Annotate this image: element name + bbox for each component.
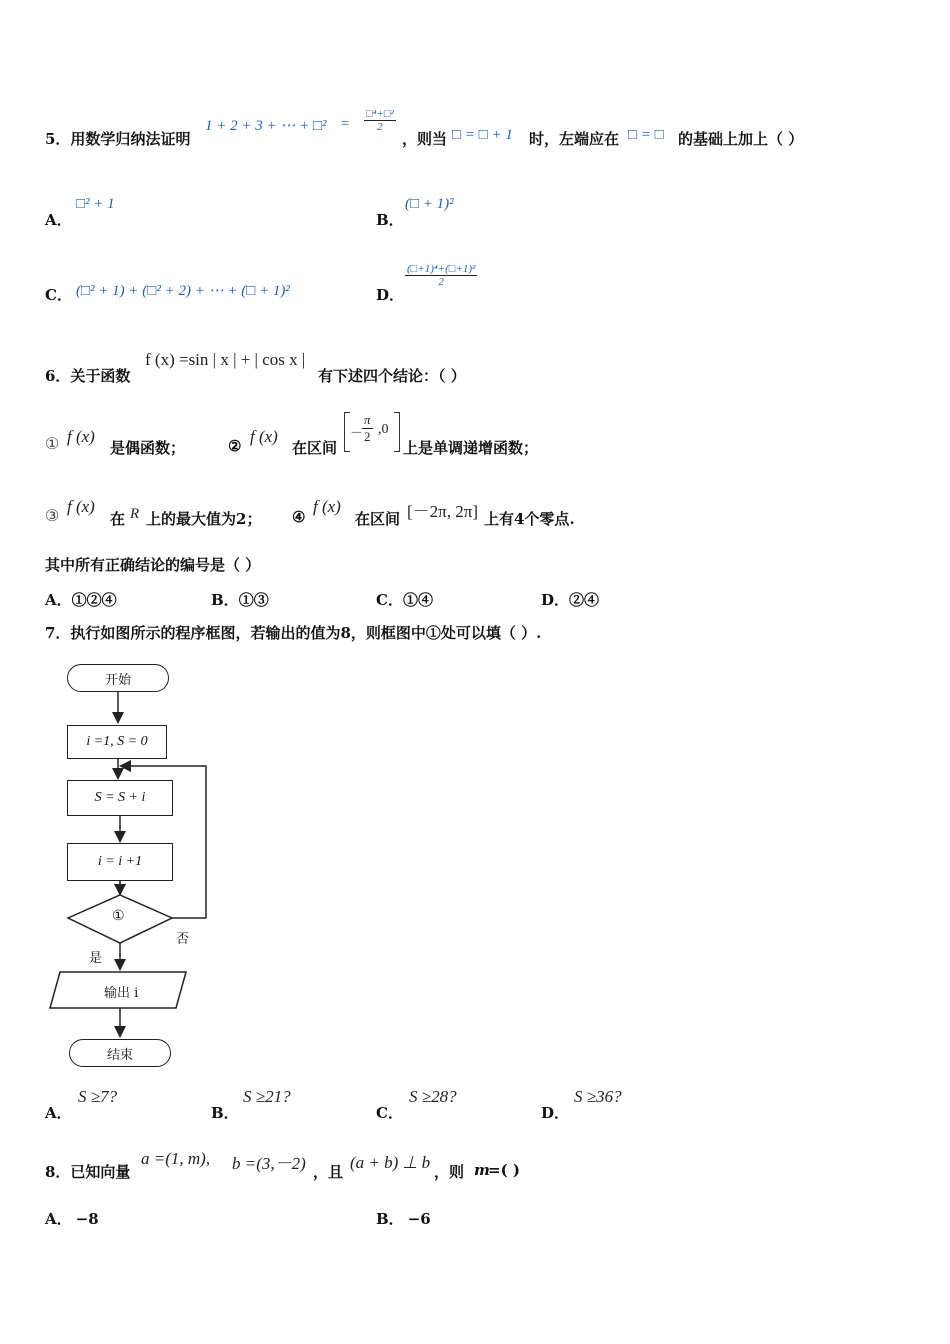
- q6-c3-f: f (x): [67, 497, 95, 516]
- q7-option-a-label: A．: [45, 1104, 72, 1122]
- q8-stem-end: =( ): [488, 1161, 520, 1179]
- q6-option-a-label: A．: [45, 591, 72, 609]
- q8-vec-b: b =(3,－2): [232, 1154, 306, 1173]
- q5-formula-lhs: 1 + 2 + 3 + ⋯ + □²: [205, 118, 327, 134]
- q6-question: 其中所有正确结论的编号是（ ）: [45, 556, 261, 574]
- q6-stem-prefix: 6．关于函数: [45, 367, 131, 385]
- q6-stem-suffix: 有下述四个结论：（ ）: [318, 367, 466, 385]
- q5-option-a-math: □² + 1: [76, 196, 115, 212]
- q6-option-c-label: C．: [376, 591, 403, 609]
- q5-formula-eq: =: [340, 116, 351, 132]
- q6-c3-R: R: [130, 506, 140, 522]
- q8-option-b-label: B．: [376, 1210, 404, 1228]
- q5-option-b-math: (□ + 1)²: [405, 196, 454, 212]
- q8-stem-mid: ，且: [313, 1163, 344, 1181]
- q6-c3-text2: 上的最大值为2；: [146, 510, 262, 528]
- q8-option-a: [45, 1208, 99, 1229]
- q5-option-b-label: B．: [376, 211, 404, 229]
- flow-no-label: 否: [176, 932, 190, 947]
- q6-c2-text2: 上是单调递增函数；: [403, 439, 539, 457]
- q6-option-a-text: ①②④: [71, 591, 117, 609]
- q6-c1-mark: ①: [45, 434, 60, 453]
- q5-stem-prefix: 5．用数学归纳法证明: [45, 130, 191, 148]
- q7-option-d-label: D．: [541, 1104, 570, 1122]
- q5-cond2: □ = □: [628, 127, 664, 143]
- q6-c2-int-num: π: [364, 412, 371, 427]
- q8-option-b-text: −6: [407, 1210, 431, 1228]
- q5-stem-mid2: 时，左端应在: [529, 130, 620, 148]
- q5-option-c-label: C．: [45, 286, 72, 304]
- q5-cond1: □ = □ + 1: [452, 127, 513, 143]
- q6-c4-mark: ④: [292, 508, 306, 526]
- q6-func: f (x) =sin | x | + | cos x |: [145, 350, 306, 369]
- q7-option-a-math: S ≥7?: [78, 1087, 118, 1106]
- q8-option-a-text: −8: [75, 1210, 99, 1228]
- q6-option-b-label: B．: [211, 591, 239, 609]
- q5-option-d-label: D．: [376, 286, 405, 304]
- q8-stem-suffix: ，则: [434, 1163, 465, 1181]
- q6-c2-f: f (x): [250, 427, 278, 446]
- flow-step2: i = i +1: [67, 843, 173, 881]
- q6-c2-text1: 在区间: [292, 439, 338, 457]
- q7-option-b-label: B．: [211, 1104, 239, 1122]
- q6-c4-interval: [－2π, 2π]: [407, 502, 478, 521]
- q5-option-d-num: (□+1)⁴+(□+1)²: [407, 263, 476, 275]
- q6-c2-int-den: 2: [364, 429, 371, 444]
- q8-stem-prefix: 8．已知向量: [45, 1163, 131, 1181]
- flow-yes-label: 是: [89, 951, 103, 966]
- q5-formula-num: □⁴+□²: [366, 108, 394, 120]
- q5-stem-mid: ，则当: [402, 130, 448, 148]
- q6-option-b-text: ①③: [238, 591, 269, 609]
- q6-c4-text2: 上有4个零点.: [484, 510, 575, 528]
- q6-c2-int-right: ,0: [378, 422, 389, 437]
- q6-c2-int-left: －: [350, 425, 364, 440]
- q7-option-c-label: C．: [376, 1104, 403, 1122]
- q6-c1-f: f (x): [67, 427, 95, 446]
- q6-c1-text: 是偶函数；: [110, 439, 186, 457]
- q6-c3-text1: 在: [110, 510, 126, 528]
- q7-option-b-math: S ≥21?: [243, 1087, 291, 1106]
- q5-formula-den: 2: [377, 121, 383, 133]
- q7-option-c-math: S ≥28?: [409, 1087, 457, 1106]
- flow-output: 输出 i: [104, 986, 139, 1001]
- q6-option-c-text: ①④: [402, 591, 433, 609]
- flow-cond: ①: [112, 908, 125, 924]
- flow-end: 结束: [69, 1039, 171, 1067]
- q6-c2-mark: ②: [228, 437, 242, 455]
- q6-option-d-label: D．: [541, 591, 570, 609]
- flow-init: i =1, S = 0: [67, 725, 167, 759]
- q6-c4-f: f (x): [313, 497, 341, 516]
- flow-start: 开始: [67, 664, 169, 692]
- q5-option-a-label: A．: [45, 211, 72, 229]
- q8-option-b: [376, 1208, 431, 1229]
- q8-vec-a: a =(1, m),: [141, 1149, 211, 1168]
- flow-step1: S = S + i: [67, 780, 173, 816]
- q7-option-d-math: S ≥36?: [574, 1087, 622, 1106]
- q8-option-a-label: A．: [45, 1210, 72, 1228]
- q6-c3-mark: ③: [45, 506, 60, 525]
- q5-option-d-den: 2: [438, 276, 444, 288]
- q7-stem: 7．执行如图所示的程序框图，若输出的值为8，则框图中①处可以填（ ）.: [45, 624, 542, 642]
- q8-cond: (a + b) ⊥ b: [350, 1153, 431, 1172]
- q5-option-c-math: (□² + 1) + (□² + 2) + ⋯ + (□ + 1)²: [76, 283, 290, 299]
- q6-option-d-text: ②④: [569, 591, 600, 609]
- q8-m-label: m: [474, 1161, 490, 1179]
- q5-stem-suffix: 的基础上加上（ ）: [678, 130, 804, 148]
- q6-c4-text1: 在区间: [355, 510, 401, 528]
